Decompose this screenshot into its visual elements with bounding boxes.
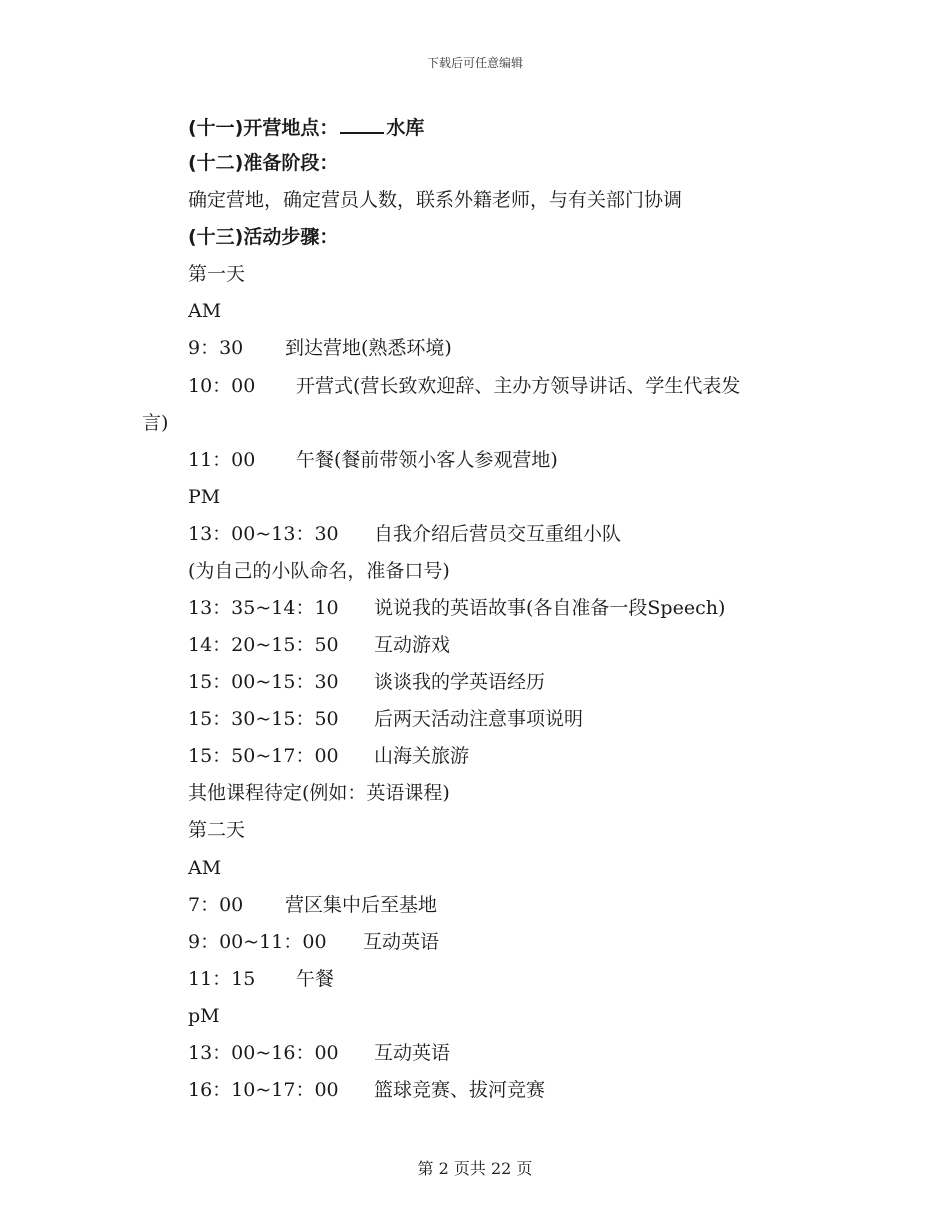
- schedule-time: 13：00~16：00: [188, 1042, 339, 1064]
- day2-row-5-activity: 篮球竞赛、拔河竞赛: [374, 1079, 546, 1101]
- day1-row-7-activity: 谈谈我的学英语经历: [374, 671, 546, 693]
- day2-row-1: [188, 893, 243, 917]
- schedule-time: 9：30: [188, 337, 244, 359]
- day1-row-5-activity: 说说我的英语故事(各自准备一段Speech): [374, 597, 726, 619]
- day1-row-5: [188, 596, 339, 620]
- day1-row-8: [188, 707, 339, 731]
- fill-in-blank: [340, 114, 384, 134]
- day1-row-3: [188, 448, 255, 472]
- schedule-time: 15：50~17：00: [188, 745, 339, 767]
- day1-pm-label: PM: [188, 486, 221, 508]
- day2-row-4-activity: 互动英语: [374, 1042, 451, 1064]
- section-13-title: (十三)活动步骤：: [188, 226, 339, 248]
- day1-other-courses: 其他课程待定(例如：英语课程): [188, 782, 450, 804]
- day1-row-6: [188, 633, 339, 657]
- day1-row-4-note: (为自己的小队命名，准备口号): [188, 560, 450, 582]
- day2-pm-label: pM: [188, 1005, 220, 1027]
- day1-row-2-continuation: 言): [142, 412, 169, 434]
- day1-row-9: [188, 744, 339, 768]
- day1-row-6-activity: 互动游戏: [374, 634, 451, 656]
- day2-row-4: [188, 1041, 339, 1065]
- schedule-time: 15：30~15：50: [188, 708, 339, 730]
- schedule-time: 13：35~14：10: [188, 597, 339, 619]
- day1-row-7: [188, 670, 339, 694]
- section-12-title: (十二)准备阶段：: [188, 152, 339, 174]
- schedule-time: 14：20~15：50: [188, 634, 339, 656]
- schedule-time: 11：00: [188, 449, 256, 471]
- day2-row-2-activity: 互动英语: [363, 931, 440, 953]
- schedule-time: 7：00: [188, 894, 244, 916]
- schedule-time: 9：00~11：00: [188, 931, 327, 953]
- schedule-time: 15：00~15：30: [188, 671, 339, 693]
- day2-am-label: AM: [188, 857, 222, 879]
- page-header: 下载后可任意编辑: [426, 56, 523, 70]
- day1-title: 第一天: [188, 263, 246, 285]
- day2-row-2: [188, 930, 327, 954]
- day2-row-5: [188, 1078, 339, 1102]
- day1-row-1: [188, 336, 243, 360]
- day2-row-1-activity: 营区集中后至基地: [285, 894, 438, 916]
- day1-am-label: AM: [188, 300, 222, 322]
- day1-row-9-activity: 山海关旅游: [374, 745, 470, 767]
- day1-row-4-activity: 自我介绍后营员交互重组小队: [374, 523, 622, 545]
- schedule-time: 16：10~17：00: [188, 1079, 339, 1101]
- page-footer: 第 2 页共 22 页: [417, 1159, 533, 1178]
- schedule-time: 13：00~13：30: [188, 523, 339, 545]
- day1-row-1-activity: 到达营地(熟悉环境): [285, 337, 452, 359]
- section-11-venue: [188, 114, 424, 140]
- section-12-body: 确定营地，确定营员人数，联系外籍老师，与有关部门协调: [188, 189, 683, 211]
- day1-row-2: [188, 374, 255, 398]
- schedule-time: 11：15: [188, 968, 256, 990]
- day2-row-3-activity: 午餐: [296, 968, 335, 990]
- section-11-label: (十一)开营地点：: [188, 117, 339, 139]
- day1-row-2-activity: 开营式(营长致欢迎辞、主办方领导讲话、学生代表发: [296, 375, 741, 397]
- day1-row-4: [188, 522, 339, 546]
- schedule-time: 10：00: [188, 375, 256, 397]
- day2-title: 第二天: [188, 819, 246, 841]
- day2-row-3: [188, 967, 255, 991]
- day1-row-8-activity: 后两天活动注意事项说明: [374, 708, 584, 730]
- day1-row-3-activity: 午餐(餐前带领小客人参观营地): [296, 449, 558, 471]
- section-11-value: 水库: [386, 117, 425, 139]
